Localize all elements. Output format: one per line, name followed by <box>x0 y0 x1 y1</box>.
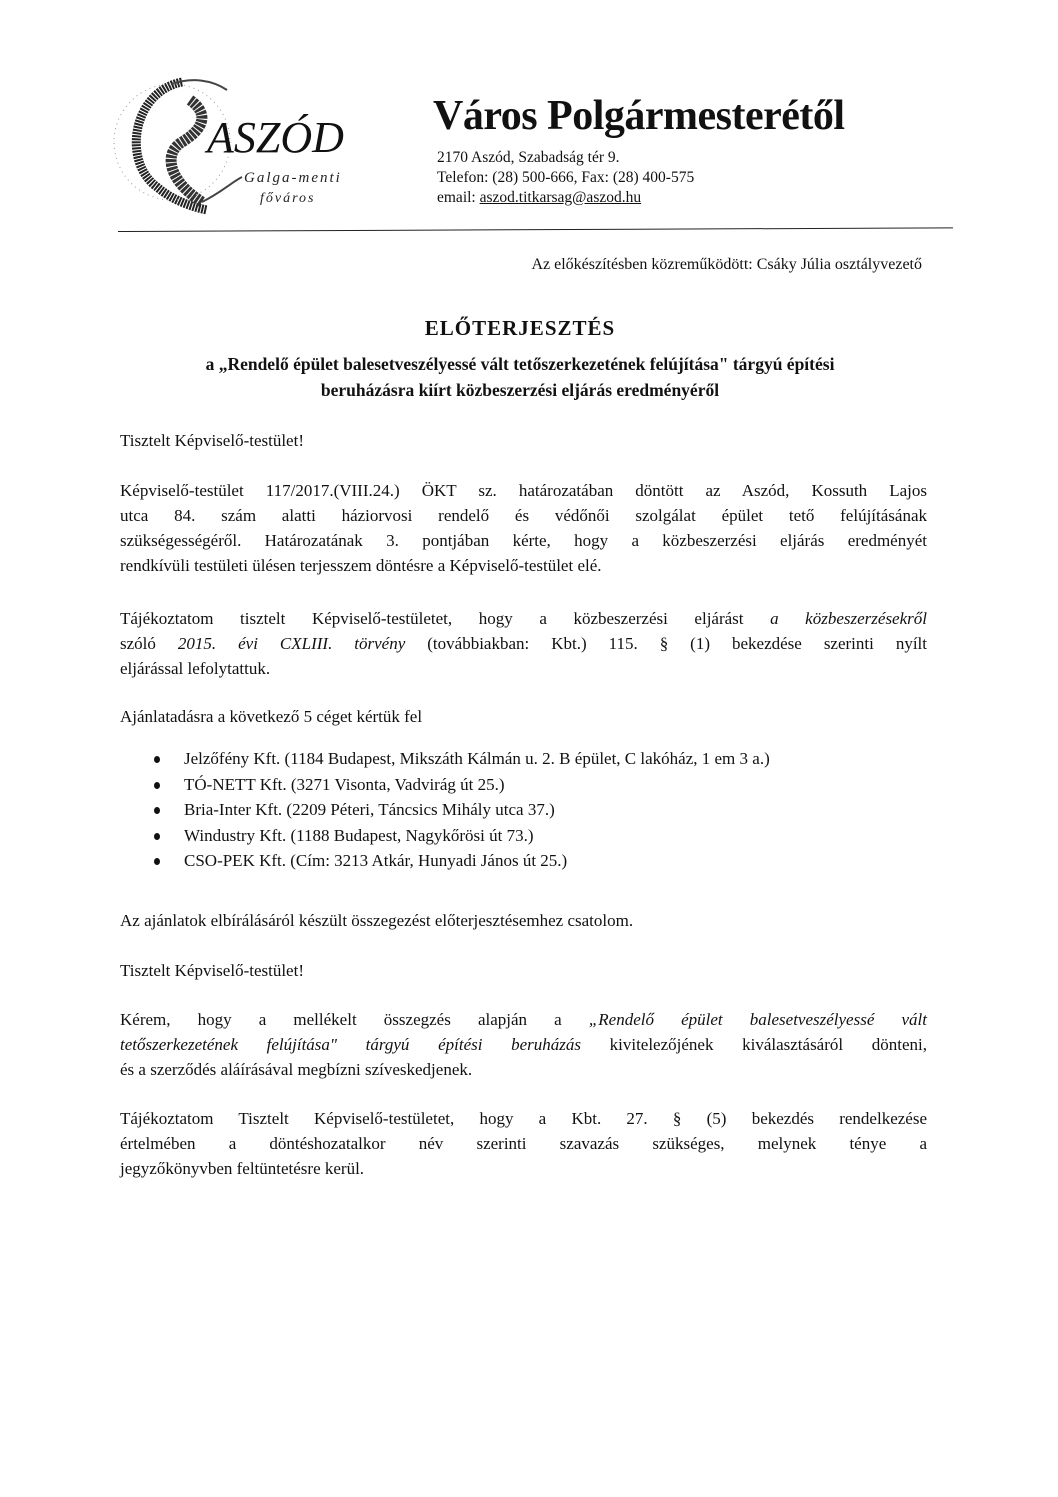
bullet-icon <box>154 833 160 840</box>
list-item <box>150 848 770 874</box>
paragraph-voting <box>120 1106 927 1181</box>
letterhead-title: Város Polgármesterétől <box>433 93 845 139</box>
paragraph-line <box>120 631 927 656</box>
document-title: ELŐTERJESZTÉS <box>424 316 616 340</box>
company-entry: Bria-Inter Kft. (2209 Péteri, Táncsics Mihály utca 37.) <box>184 800 555 819</box>
list-item <box>150 797 770 823</box>
svg-text:Galga-menti: Galga-menti <box>244 170 342 186</box>
paragraph-decision <box>120 478 927 578</box>
list-item <box>150 746 770 772</box>
bullet-icon <box>154 756 160 763</box>
email-link[interactable]: aszod.titkarsag@aszod.hu <box>479 189 642 206</box>
paragraph-line <box>120 606 927 631</box>
paragraph-line: Képviselő-testület 117/2017.(VIII.24.) ÖKT sz. határozatában döntött az Aszód, Kossuth Lajos <box>120 481 927 500</box>
company-list <box>150 746 770 874</box>
paragraph-procedure <box>120 606 927 681</box>
paragraph-line: és a szerződés aláírásával megbízni szíveskedjenek. <box>120 1060 473 1079</box>
bullet-icon <box>154 807 160 814</box>
text: kivitelezőjének kiválasztásáról dönteni, <box>580 1035 927 1054</box>
paragraph-line: utca 84. szám alatti háziorvosi rendelő és védőnői szolgálat épület tető felújításának <box>120 506 927 525</box>
paragraph-line: jegyzőkönyvben feltüntetésre kerül. <box>120 1159 365 1178</box>
text: szóló <box>120 634 178 653</box>
letterhead-address: 2170 Aszód, Szabadság tér 9. <box>437 149 620 166</box>
letterhead-contact <box>437 148 694 208</box>
paragraph-line <box>120 1032 927 1057</box>
company-entry: Jelzőfény Kft. (1184 Budapest, Mikszáth Kálmán u. 2. B épület, C lakóház, 1 em 3 a.) <box>184 749 770 768</box>
list-item <box>150 823 770 849</box>
italic-project-title: tetőszerkezetének felújítása" tárgyú építési beruházás <box>120 1035 581 1054</box>
italic-law-ref: a közbeszerzésekről <box>770 609 927 628</box>
paragraph-line: Tájékoztatom Tisztelt Képviselő-testületet, hogy a Kbt. 27. § (5) bekezdés rendelkezése <box>120 1109 927 1128</box>
company-entry: Windustry Kft. (1188 Budapest, Nagykőrösi út 73.) <box>184 825 534 845</box>
company-entry: CSO-PEK Kft. (Cím: 3213 Atkár, Hunyadi János út 25.) <box>184 851 568 870</box>
company-entry: TÓ-NETT Kft. (3271 Visonta, Vadvirág út 25.) <box>184 774 505 794</box>
aszod-logo-icon <box>112 72 362 222</box>
document-subtitle-line-1: a „Rendelő épület balesetveszélyessé vált tetőszerkezetének felújítása" tárgyú építési <box>205 354 835 374</box>
attachment-note: Az ajánlatok elbírálásáról készült összegezést előterjesztésemhez csatolom. <box>120 911 634 930</box>
bullet-icon <box>154 782 160 789</box>
paragraph-line: eljárással lefolytattuk. <box>120 659 271 678</box>
text: (továbbiakban: Kbt.) 115. § (1) bekezdése szerinti nyílt <box>405 634 928 653</box>
svg-text:főváros: főváros <box>260 191 316 206</box>
paragraph-line: értelmében a döntéshozatalkor név szerinti szavazás szükséges, melynek ténye a <box>120 1134 927 1153</box>
paragraph-line: szükségességéről. Határozatának 3. pontjában kérte, hogy a közbeszerzési eljárás eredményét <box>120 531 927 550</box>
text: Tájékoztatom tisztelt Képviselő-testületet, hogy a közbeszerzési eljárást <box>120 609 771 628</box>
salutation: Tisztelt Képviselő-testület! <box>120 961 304 980</box>
invite-intro: Ajánlatadásra a következő 5 céget kértük fel <box>120 707 423 726</box>
paragraph-request <box>120 1007 927 1082</box>
italic-project-title: „Rendelő épület balesetveszélyessé vált <box>588 1010 927 1029</box>
italic-law-name: 2015. évi CXLIII. törvény <box>177 634 406 653</box>
letterhead-divider <box>118 227 953 232</box>
document-subtitle-line-2: beruházásra kiírt közbeszerzési eljárás eredményéről <box>320 380 720 400</box>
letterhead-email-line <box>437 188 694 208</box>
svg-text:ASZÓD: ASZÓD <box>207 113 344 162</box>
paragraph-line: rendkívüli testületi ülésen terjesszem döntésre a Képviselő-testület elé. <box>120 556 602 575</box>
city-logo <box>112 72 362 222</box>
salutation: Tisztelt Képviselő-testület! <box>120 431 304 450</box>
letterhead-phone-fax: Telefon: (28) 500-666, Fax: (28) 400-575 <box>437 169 695 186</box>
paragraph-line <box>120 1007 927 1032</box>
text: Kérem, hogy a mellékelt összegzés alapján a <box>120 1010 589 1029</box>
prepared-by: Az előkészítésben közreműködött: Csáky Júlia osztályvezető <box>531 256 922 273</box>
bullet-icon <box>154 858 160 865</box>
list-item <box>150 772 770 798</box>
email-label: email: <box>437 189 480 206</box>
